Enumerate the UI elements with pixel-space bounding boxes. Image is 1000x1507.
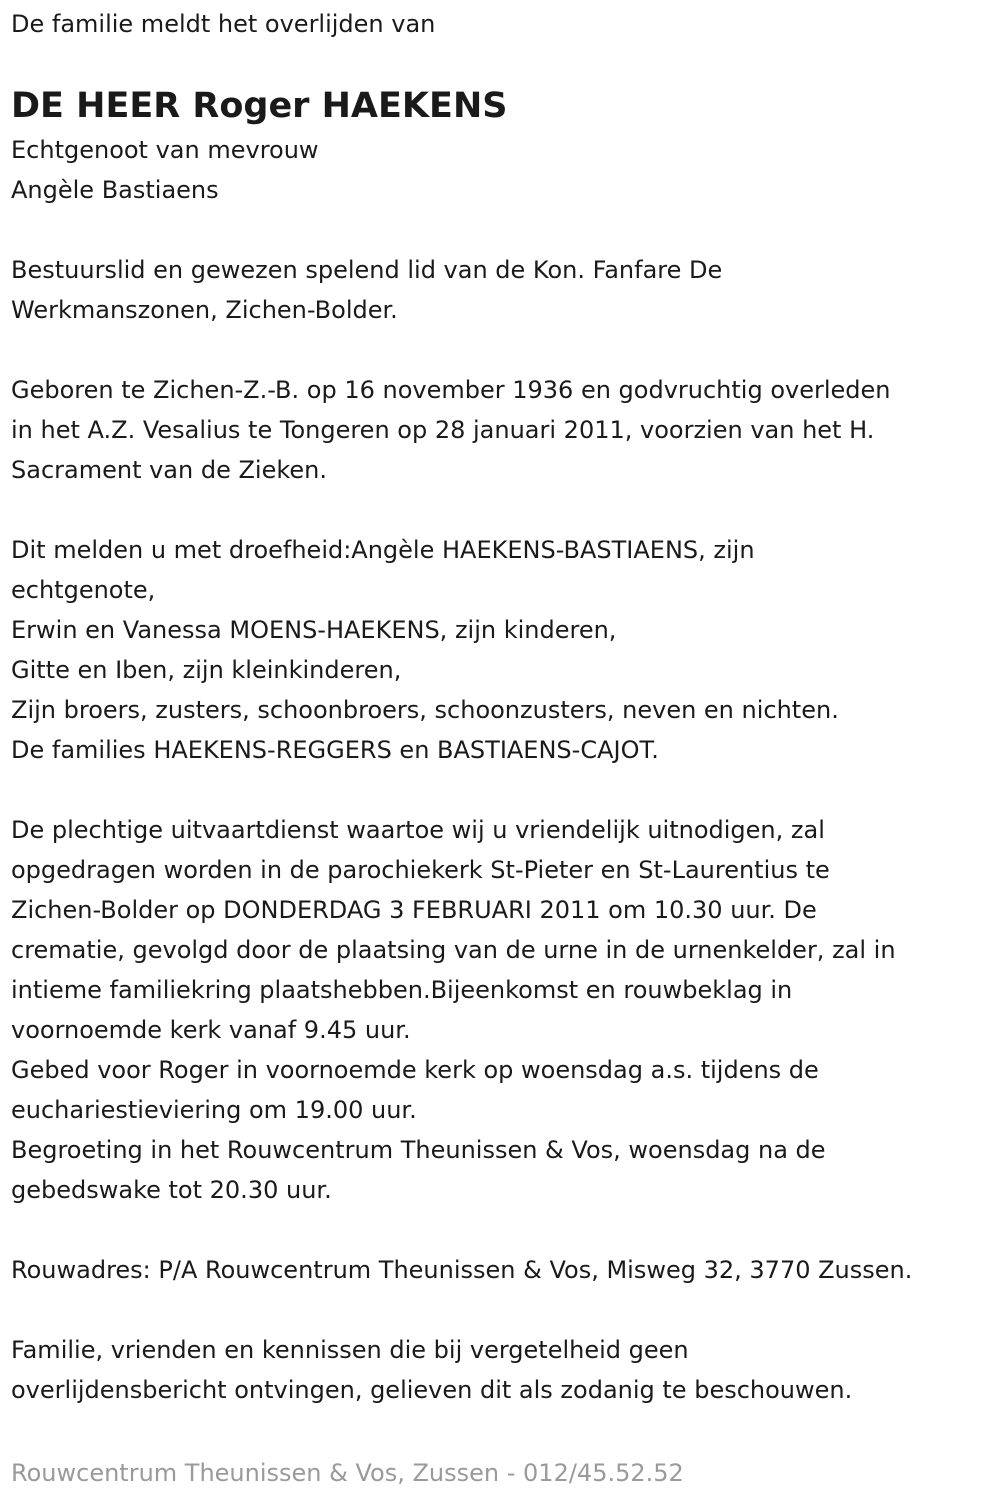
intro-text: De familie meldt het overlijden van	[11, 10, 436, 38]
deceased-name: DE HEER Roger HAEKENS	[11, 86, 508, 126]
spouse-line: Echtgenoot van mevrouw	[11, 136, 319, 164]
text-line: Rouwadres: P/A Rouwcentrum Theunissen & Vos, Misweg 32, 3770 Zussen.	[11, 1256, 913, 1284]
text-line: overlijdensbericht ontvingen, gelieven dit als zodanig te beschouwen.	[11, 1376, 853, 1404]
spouse-line: Angèle Bastiaens	[11, 176, 219, 204]
text-line: Erwin en Vanessa MOENS-HAEKENS, zijn kinderen,	[11, 616, 617, 644]
text-line: voornoemde kerk vanaf 9.45 uur.	[11, 1016, 411, 1044]
text-line: gebedswake tot 20.30 uur.	[11, 1176, 332, 1204]
text-line: Gitte en Iben, zijn kleinkinderen,	[11, 656, 402, 684]
text-line: echtgenote,	[11, 576, 156, 604]
text-line: Familie, vrienden en kennissen die bij vergetelheid geen	[11, 1336, 689, 1364]
spouse-block	[11, 130, 996, 210]
text-line: Geboren te Zichen-Z.-B. op 16 november 1936 en godvruchtig overleden	[11, 376, 891, 404]
text-line: crematie, gevolgd door de plaatsing van de urne in de urnenkelder, zal in	[11, 936, 896, 964]
text-line: Sacrament van de Zieken.	[11, 456, 328, 484]
mourning-address-paragraph	[11, 1250, 996, 1290]
closing-paragraph	[11, 1330, 996, 1410]
text-line: intieme familiekring plaatshebben.Bijeenkomst en rouwbeklag in	[11, 976, 793, 1004]
board-member-paragraph	[11, 250, 996, 330]
death-notice	[11, 4, 996, 1450]
text-line: Gebed voor Roger in voornoemde kerk op woensdag a.s. tijdens de	[11, 1056, 819, 1084]
text-line: opgedragen worden in de parochiekerk St-Pieter en St-Laurentius te	[11, 856, 830, 884]
text-line: Zijn broers, zusters, schoonbroers, schoonzusters, neven en nichten.	[11, 696, 839, 724]
text-line: De families HAEKENS-REGGERS en BASTIAENS-CAJOT.	[11, 736, 659, 764]
text-line: De plechtige uitvaartdienst waartoe wij u vriendelijk uitnodigen, zal	[11, 816, 825, 844]
text-line: Werkmanszonen, Zichen-Bolder.	[11, 296, 398, 324]
birth-death-paragraph	[11, 370, 996, 490]
funeral-service-paragraph	[11, 810, 996, 1210]
text-line: Begroeting in het Rouwcentrum Theunissen & Vos, woensdag na de	[11, 1136, 826, 1164]
text-line: Dit melden u met droefheid:Angèle HAEKENS-BASTIAENS, zijn	[11, 536, 755, 564]
funeral-home-footer: Rouwcentrum Theunissen & Vos, Zussen - 012/45.52.52	[11, 1459, 684, 1487]
text-line: Bestuurslid en gewezen spelend lid van de Kon. Fanfare De	[11, 256, 723, 284]
text-line: euchariestieviering om 19.00 uur.	[11, 1096, 417, 1124]
text-line: Zichen-Bolder op DONDERDAG 3 FEBRUARI 2011 om 10.30 uur. De	[11, 896, 817, 924]
text-line: in het A.Z. Vesalius te Tongeren op 28 januari 2011, voorzien van het H.	[11, 416, 875, 444]
family-paragraph	[11, 530, 996, 770]
